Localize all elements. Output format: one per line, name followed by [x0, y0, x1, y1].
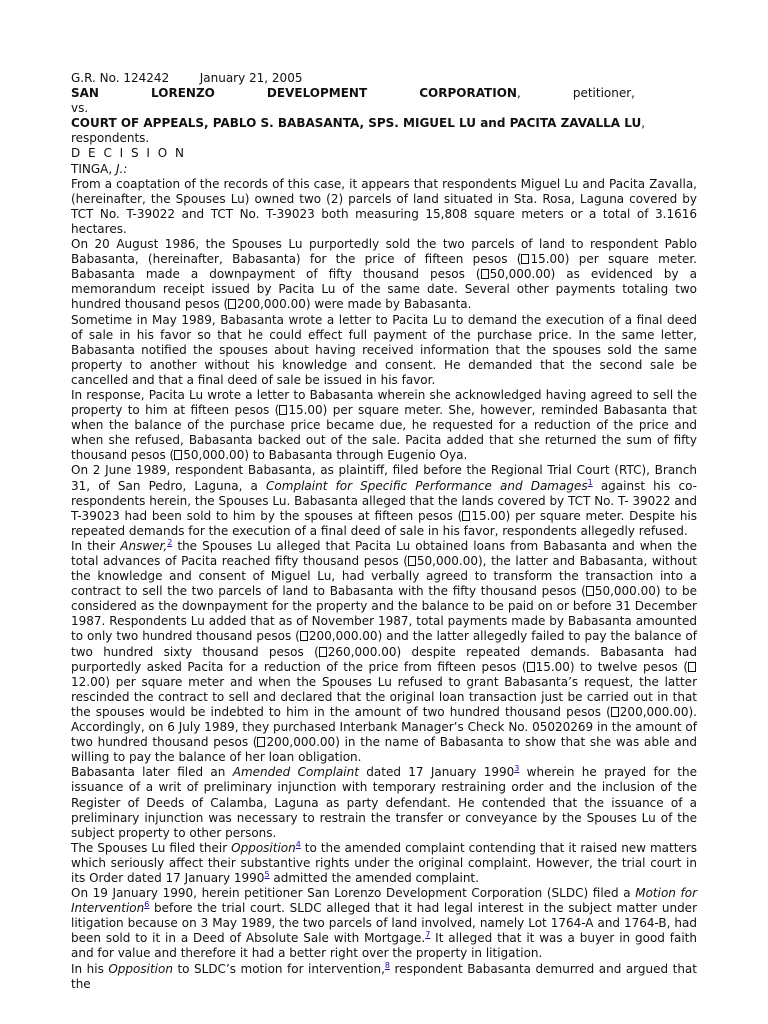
text-run: respondent Babasanta demurred and argued that the: [71, 961, 697, 991]
text-run: before the trial court. SLDC alleged that it had legal interest in the subject matter under litigation because on 3 May 1989, the two parcels of land involved, namely Lot 1764-A and 1764-B, had been sold to it in a Deed of Absolute Sale with Mortgage.: [71, 901, 697, 946]
footnote-link[interactable]: 7: [425, 930, 431, 940]
footnote-ref: [167, 538, 172, 547]
paragraph: [71, 765, 697, 840]
ponente: TINGA, J.:: [71, 161, 128, 176]
footnote-link[interactable]: 2: [167, 537, 173, 547]
italic-title: Answer,: [120, 538, 168, 553]
paragraph: On 20 August 1986, the Spouses Lu purportedly sold the two parcels of land to respondent Pablo Babasanta, (hereinafter, Babasanta) for the price of fifteen pesos ( 15.00) per square meter. Babasanta made a downpayment of fifty thousand pesos ( 50,000.00) as evidenced by a memorandum receipt issued by Pacita Lu of the same date. Several other payments totaling two hundred thousand pesos ( 200,000.00) were made by Babasanta.: [71, 237, 697, 312]
footnote-ref: [588, 478, 593, 487]
text-run: On 19 January 1990, herein petitioner San Lorenzo Development Corporation (SLDC) filed a: [71, 886, 636, 901]
text-run: The Spouses Lu filed their: [71, 840, 232, 855]
respondents-names: COURT OF APPEALS, PABLO S. BABASANTA, SPS. MIGUEL LU and PACITA ZAVALLA LU: [71, 116, 642, 131]
petitioner-word: DEVELOPMENT: [266, 86, 368, 101]
text-run: In his: [71, 961, 109, 976]
paragraph: [71, 841, 697, 886]
footnote-link[interactable]: 5: [264, 869, 270, 879]
italic-title: Complaint for Specific Performance and Damages: [266, 478, 588, 493]
respondents-line: [71, 116, 697, 146]
paragraph: Sometime in May 1989, Babasanta wrote a letter to Pacita Lu to demand the execution of a final deed of sale in his favor so that he could effect full payment of the purchase price. In the same letter, Babasanta notified the spouses about having received information that the spouses sold the same property to another without his knowledge and consent. He demanded that the second sale be cancelled and that a final deed of sale be issued in his favor.: [71, 312, 697, 387]
petitioner-word: LORENZO: [151, 86, 215, 101]
italic-title: Motion for Intervention: [71, 886, 698, 916]
text-run: In their: [71, 538, 121, 553]
paragraph: [71, 962, 697, 992]
gr-number: G.R. No. 124242: [71, 71, 170, 85]
text-run: wherein he prayed for the issuance of a writ of preliminary injunction with temporary restraining order and the inclusion of the Register of Deeds of Calamba, Laguna as party defendant. He contended that the issuance of a preliminary injunction was necessary to restrain the transfer or conveyance by the Spouses Lu of the subject property to other persons.: [71, 765, 697, 840]
text-run: It alleged that it was a buyer in good faith and for value and therefore it had a better right over the property in litigation.: [71, 931, 697, 961]
petitioner-word: SAN: [71, 86, 99, 101]
text-run: to SLDC’s motion for intervention,: [172, 961, 385, 976]
petitioner-word: CORPORATION: [419, 86, 517, 101]
footnote-link[interactable]: 1: [587, 477, 593, 487]
petitioner-word-group: CORPORATION,: [419, 86, 521, 101]
italic-title: Opposition: [108, 961, 173, 976]
versus: vs.: [71, 101, 89, 116]
footnote-link[interactable]: 6: [144, 900, 150, 910]
italic-title: Amended Complaint: [232, 765, 359, 780]
text-run: On 2 June 1989, respondent Babasanta, as plaintiff, filed before the Regional Trial Court (RTC), Branch 31, of San Pedro, Laguna, a: [71, 463, 697, 493]
paragraph: On 2 June 1989, respondent Babasanta, as plaintiff, filed before the Regional Trial Court (RTC), Branch 31, of San Pedro, Laguna, a Complaint for Specific Performance and Damages$^1$ against his co-respondents herein, the Spouses Lu. Babasanta alleged that the lands covered by TCT No. T- 39022 and T-39023 had been sold to him by the spouses at fifteen pesos ( 15.00) per square meter. Despite his repeated demands for the execution of a final deed of sale in his favor, respondents allegedly refused.: [71, 463, 698, 538]
decision-title: D E C I S I O N: [71, 146, 187, 161]
text-run: dated 17 January 1990: [358, 765, 515, 780]
respondents-role: , respondents.: [71, 116, 646, 146]
footnote-link[interactable]: 3: [514, 764, 520, 774]
text-run: to the amended complaint contending that it raised new matters which seriously affect their substantive rights under the original complaint. However, the trial court in its Order dated 17 January 1990: [71, 840, 697, 885]
decision-document: [71, 71, 697, 992]
case-caption: [71, 71, 697, 86]
italic-title: Opposition: [231, 840, 296, 855]
footnote-link[interactable]: 4: [295, 839, 301, 849]
paragraph: In response, Pacita Lu wrote a letter to Babasanta wherein she acknowledged having agreed to sell the property to him at fifteen pesos ( 15.00) per square meter. She, however, reminded Babasanta that when the balance of the purchase price became due, he requested for a reduction of the price and when she refused, Babasanta backed out of the sale. Pacita added that she returned the sum of fifty thousand pesos ( 50,000.00) to Babasanta through Eugenio Oya.: [71, 387, 697, 463]
footnote-link[interactable]: 8: [384, 960, 390, 970]
paragraph: In their Answer,$^2$ the Spouses Lu alleged that Pacita Lu obtained loans from Babasanta and when the total advances of Pacita reached fifty thousand pesos ( 50,000.00), the latter and Babasanta, without the knowledge and consent of Miguel Lu, had verbally agreed to transform the transaction into a contract to sell the two parcels of land to Babasanta with the fifty thousand pesos ( 50,000.00) to be considered as the downpayment for the property and the balance to be paid on or before 31 December 1987. Respondents Lu added that as of November 1987, total payments made by Babasanta amounted to only two hundred thousand pesos ( 200,000.00) and the latter allegedly failed to pay the balance of two hundred sixty thousand pesos ( 260,000.00) despite repeated demands. Babasanta had purportedly asked Pacita for a reduction of the price from fifteen pesos ( 15.00) to twelve pesos (12.00) per square meter and when the Spouses Lu refused to grant Babasanta’s request, the latter rescinded the contract to sell and declared that the original loan transaction just be carried out in that the spouses would be indebted to him in the amount of two hundred thousand pesos ( 200,000.00). Accordingly, on 6 July 1989, they purchased Interbank Manager’s Check No. 05020269 in the amount of two hundred thousand pesos ( 200,000.00) in the name of Babasanta to show that she was able and willing to pay the balance of her loan obligation.: [71, 537, 698, 765]
text-run: admitted the amended complaint.: [269, 870, 479, 885]
petitioner-line: [71, 86, 697, 101]
petitioner-role: petitioner,: [572, 86, 635, 101]
decision-date: January 21, 2005: [199, 71, 303, 85]
text-run: Babasanta later filed an: [71, 765, 233, 780]
paragraph: From a coaptation of the records of this case, it appears that respondents Miguel Lu and Pacita Zavalla, (hereinafter, the Spouses Lu) owned two (2) parcels of land situated in Sta. Rosa, Laguna covered by TCT No. T-39022 and TCT No. T-39023 both measuring 15,808 square meters or a total of 3.1616 hectares.: [71, 176, 697, 236]
paragraph: [71, 886, 697, 961]
